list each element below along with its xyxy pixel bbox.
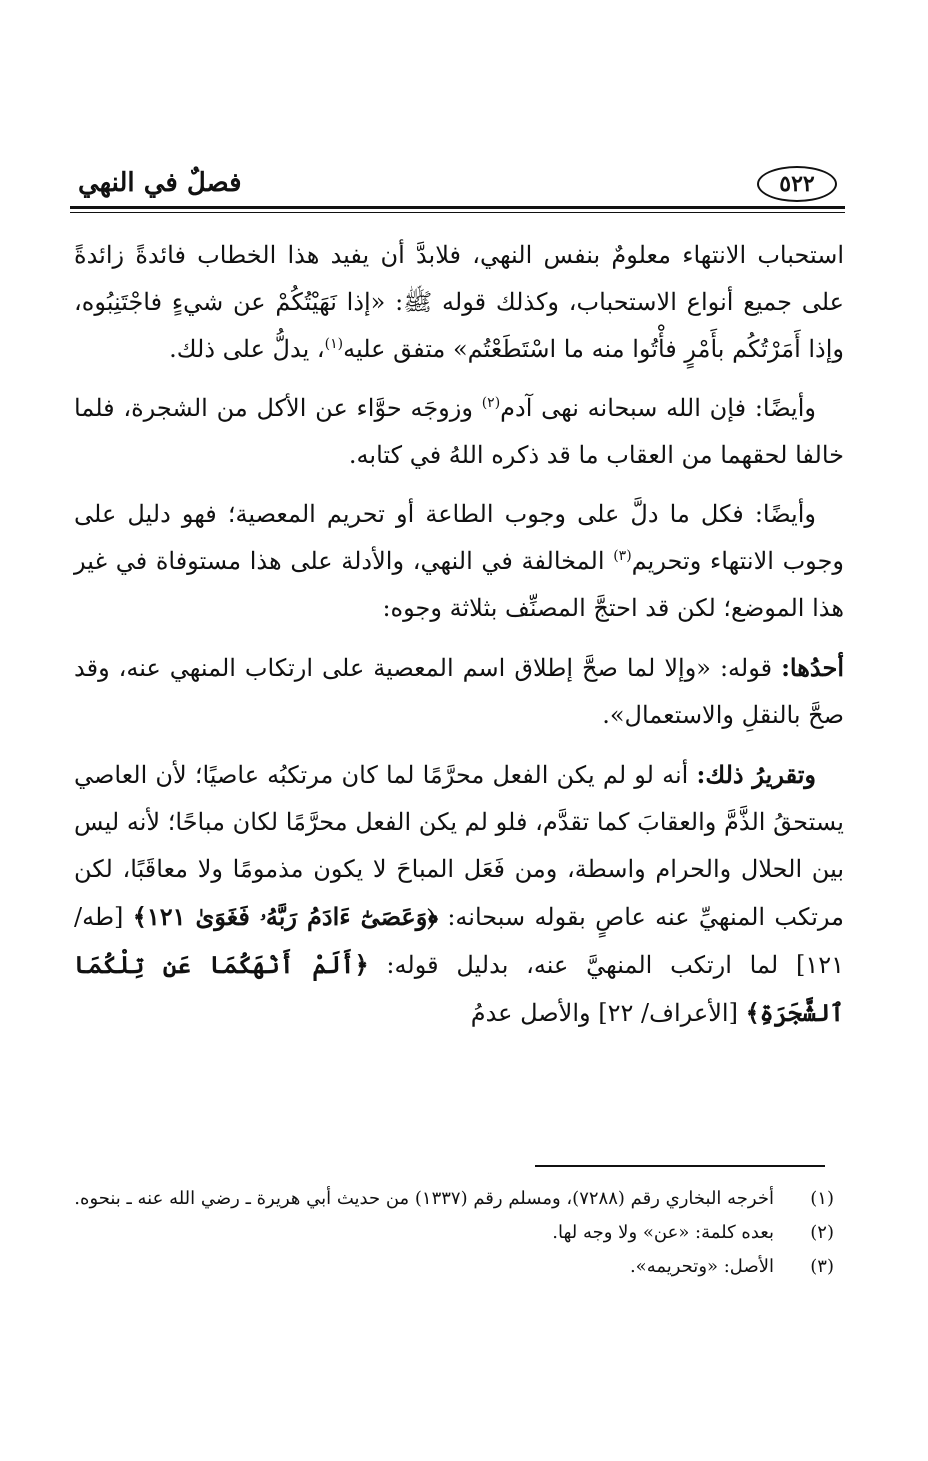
header-rule-thin (70, 212, 845, 213)
quran-verse-2: ﴿أَلَمْ أَنْهَكُمَا عَن تِلْكُمَا ٱلشَّجَرَةِ﴾ (74, 950, 844, 1027)
footnote-text: أخرجه البخاري رقم (٧٢٨٨)، ومسلم رقم (١٣٣٧) من حديث أبي هريرة ـ رضي الله عنه ـ بنحوه. (74, 1188, 774, 1209)
footnote-number: (٣) (810, 1256, 834, 1277)
footnote-text: الأصل: «وتحريمه». (629, 1256, 774, 1277)
paragraph-2-text-b: وزوجَه حوَّاء عن الأكل من الشجرة، فلما خالفا لحقهما من العقاب ما قد ذكره اللهُ في كتابه. (74, 394, 844, 469)
paragraph-3 (74, 491, 844, 632)
paragraph-1 (74, 232, 844, 373)
paragraph-5-text-c: والأصل عدمُ (470, 999, 591, 1027)
paragraph-1-end: ، يدلُّ على ذلك. (169, 335, 325, 363)
footnote-ref-3: (٣) (613, 548, 632, 564)
paragraph-3-text-b: المخالفة في النهي، والأدلة على هذا مستوفاة في غير هذا الموضع؛ لكن قد احتجَّ المصنِّف بثلاثة وجوه: (74, 547, 844, 622)
paragraph-5 (74, 751, 844, 1037)
verse-ref-1: [طه/ ١٢١] (74, 903, 845, 979)
footnote-text: بعده كلمة: «عن» ولا وجه لها. (552, 1222, 774, 1243)
paragraph-4 (74, 644, 844, 739)
paragraph-4-text: قوله: «وإلا لما صحَّ إطلاق اسم المعصية على ارتكاب المنهي عنه، وقد صحَّ بالنقلِ والاستعمال». (74, 654, 844, 729)
quran-verse-1: ﴿وَعَصَىٰٓ ءَادَمُ رَبَّهُۥ فَغَوَىٰ ١٢١﴾ (132, 902, 438, 931)
paragraph-3-text-a: وأيضًا: فكل ما دلَّ على وجوب الطاعة أو تحريم المعصية؛ فهو دليل على وجوب الانتهاء وتحريم (74, 500, 844, 575)
footnote-number: (٢) (810, 1222, 834, 1243)
body-text (74, 232, 844, 1049)
paragraph-4-lead: أحدُها: (781, 653, 844, 682)
header-rule-thick (70, 206, 845, 209)
footnote-1 (74, 1182, 834, 1216)
paragraph-1-text: استحباب الانتهاء معلومٌ بنفس النهي، فلابدَّ أن يفيد هذا الخطاب فائدةً زائدةً على جميع أنواع الاستحباب، وكذلك قوله ﷺ: «إذا نَهَيْتُكُمْ عن شيءٍ فاجْتَنِبُوه، وإذا أَمَرْتُكُم بأَمْرٍ فأْتُوا منه ما اسْتَطَعْتُم» متفق عليه (74, 241, 844, 363)
paragraph-5-text-a: أنه لو لم يكن الفعل محرَّمًا لما كان مرتكبُه عاصيًا؛ لأن العاصي يستحقُ الذَّمَّ والعقابَ كما تقدَّم، فلو لم يكن الفعل محرَّمًا لكان مباحًا؛ لأنه ليس بين الحلال والحرام واسطة، ومن فَعَل المباحَ لا يكون مذمومًا ولا معاقَبًا، لكن مرتكب المنهيِّ عنه عاصٍ بقوله سبحانه: (74, 761, 845, 931)
footnote-2 (74, 1216, 834, 1250)
paragraph-2-text-a: وأيضًا: فإن الله سبحانه نهى آدم (500, 394, 816, 422)
paragraph-5-lead: وتقريرُ ذلك: (696, 760, 817, 789)
footnote-3 (74, 1250, 834, 1284)
chapter-title: فصلٌ في النهي (78, 168, 242, 198)
footnote-ref-2: (٢) (481, 395, 501, 411)
page-number: ٥٢٢ (757, 166, 837, 202)
footnote-separator (535, 1165, 825, 1167)
footnote-ref-1: (١) (324, 336, 344, 352)
paragraph-5-text-b: لما ارتكب المنهيَّ عنه، بدليل قوله: (368, 951, 779, 979)
verse-ref-2: [الأعراف/ ٢٢] (590, 999, 746, 1027)
running-header (70, 160, 845, 220)
footnotes (74, 1182, 834, 1284)
paragraph-2 (74, 385, 844, 479)
footnote-number: (١) (810, 1188, 834, 1209)
